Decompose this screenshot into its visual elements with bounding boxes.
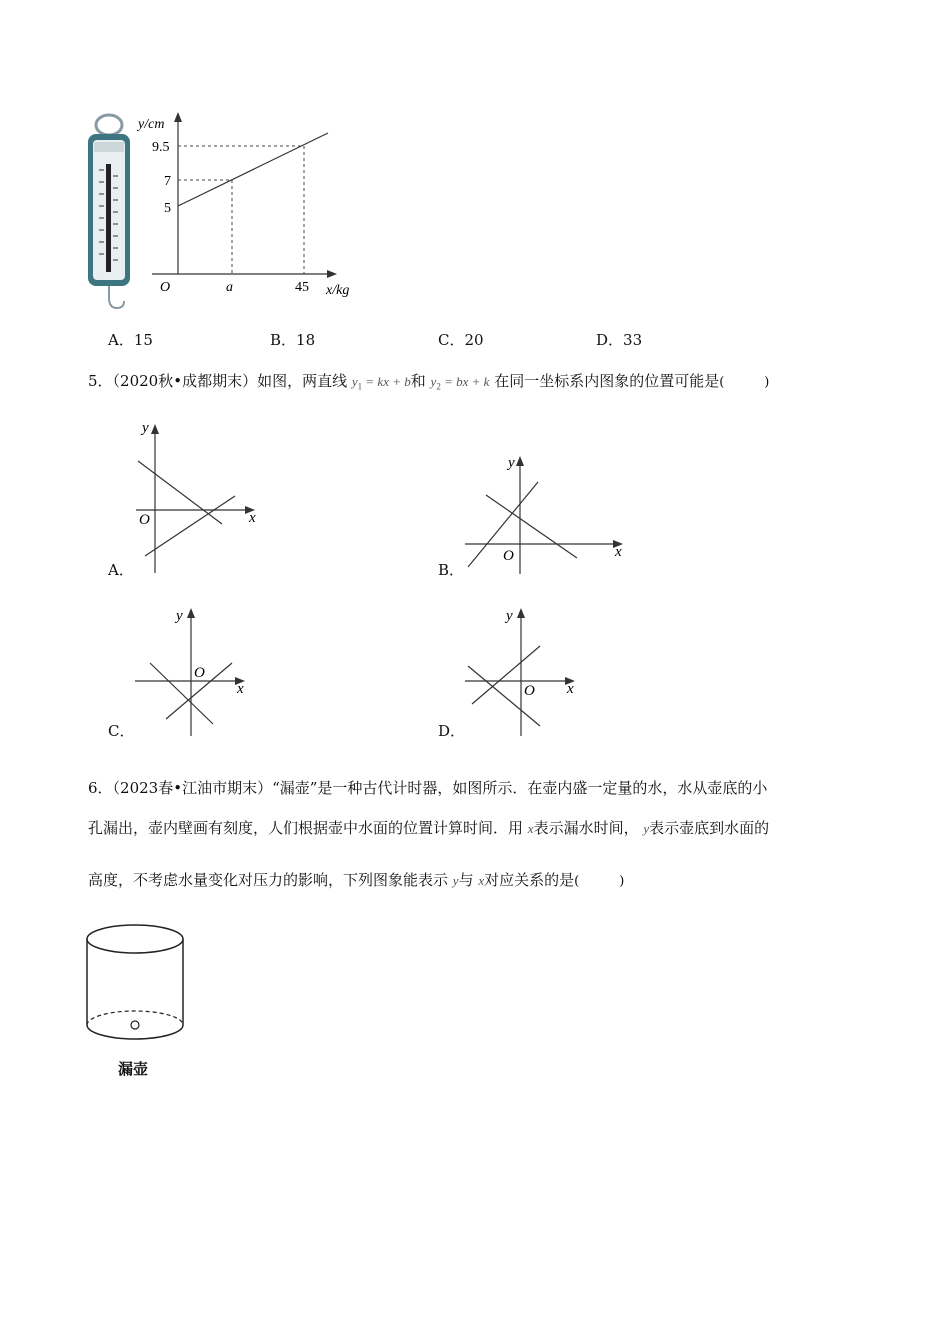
q6-line-1 xyxy=(88,778,767,798)
svg-text:y: y xyxy=(508,455,515,471)
q4-spring-graph xyxy=(130,108,370,303)
svg-text:O: O xyxy=(194,665,205,681)
q6-text-2c: 表示壶底到水面的 xyxy=(649,819,770,837)
svg-text:x: x xyxy=(567,681,574,697)
q5-answer-paren-close: ) xyxy=(764,375,770,390)
q4-option-b-value: 18 xyxy=(296,331,316,349)
q6-var-x-2: x xyxy=(478,873,485,888)
q5-b-line-1 xyxy=(486,495,577,558)
q6-text-2b: 表示漏水时间， xyxy=(533,819,639,837)
svg-text:y: y xyxy=(506,608,513,624)
q6-var-y: y xyxy=(643,821,650,836)
q6-text-3c: 对应关系的是 xyxy=(484,871,575,889)
svg-text:x: x xyxy=(249,510,256,526)
q4-tick-a: a xyxy=(226,280,233,295)
q5-answer-paren-open: ( xyxy=(719,375,725,390)
q4-option-c-letter: C． xyxy=(438,331,465,349)
svg-text:O: O xyxy=(503,548,514,564)
q6-var-y-2: y xyxy=(452,873,459,888)
q5-graph-b[interactable] xyxy=(460,452,630,578)
q5-graph-a[interactable] xyxy=(130,418,265,578)
q4-option-c-value: 20 xyxy=(464,331,484,349)
q4-guides xyxy=(178,146,304,274)
q4-x-label: x/kg xyxy=(326,283,350,298)
q4-option-a-value: 15 xyxy=(133,331,153,349)
q6-text-3a: 高度，不考虑水量变化对压力的影响，下列图象能表示 xyxy=(88,871,449,889)
svg-text:x: x xyxy=(615,544,622,560)
svg-text:y: y xyxy=(176,608,183,624)
q5-option-c-label: C． xyxy=(108,722,135,740)
q4-origin: O xyxy=(160,280,171,295)
q5-graph-c[interactable] xyxy=(130,604,255,740)
q5-equation-2: $y_2$ = bx + k xyxy=(430,374,490,392)
q5-text-2: 和 xyxy=(410,372,426,390)
q4-option-d-value: 33 xyxy=(623,331,643,349)
svg-text:y: y xyxy=(142,420,149,436)
q5-option-d-label: D． xyxy=(438,722,466,740)
q5-text-3: 在同一坐标系内图象的位置可能是 xyxy=(494,372,720,390)
svg-text:x: x xyxy=(237,681,244,697)
q4-line xyxy=(178,133,328,206)
q5-number: 5． xyxy=(88,372,113,390)
water-clock-hole xyxy=(131,1021,139,1029)
q4-option-b[interactable] xyxy=(270,330,315,350)
q4-option-c[interactable] xyxy=(438,330,484,350)
q5-a-line-2 xyxy=(145,496,235,556)
q4-option-a-letter: A． xyxy=(108,331,134,349)
q6-text-1: “漏壶”是一种古代计时器，如图所示．在壶内盛一定量的水，水从壶底的小 xyxy=(272,779,768,797)
q6-text-3b: 与 xyxy=(458,871,474,889)
water-clock-caption: 漏壶 xyxy=(118,1060,149,1078)
q4-option-d[interactable] xyxy=(596,330,642,350)
q4-tick-45: 45 xyxy=(295,280,309,295)
water-clock-figure xyxy=(82,920,188,1044)
q5-source: （2020秋•成都期末） xyxy=(112,372,258,390)
q5-option-b-label: B． xyxy=(438,561,465,579)
q5-a-line-1 xyxy=(138,461,222,524)
q5-option-a-label: A． xyxy=(108,561,134,579)
svg-text:O: O xyxy=(524,683,535,699)
q4-option-b-letter: B． xyxy=(270,331,297,349)
q6-line-3 xyxy=(88,870,624,892)
q5-text-1: 如图，两直线 xyxy=(257,372,348,390)
q5-stem xyxy=(88,371,769,397)
q5-equation-1: $y_1$ = kx + b xyxy=(351,374,411,392)
q6-source: （2023春•江油市期末） xyxy=(112,779,273,797)
q4-y-label: y/cm xyxy=(138,117,165,132)
q4-x-arrow xyxy=(327,270,337,278)
q4-y-arrow xyxy=(174,112,182,122)
svg-text:O: O xyxy=(139,512,150,528)
q6-answer-paren-open: ( xyxy=(574,874,580,889)
spring-scale-illustration xyxy=(84,112,134,314)
q4-option-a[interactable] xyxy=(108,330,153,350)
q6-text-2a: 孔漏出，壶内壁画有刻度，人们根据壶中水面的位置计算时间．用 xyxy=(88,819,524,837)
q6-var-x: x xyxy=(527,821,534,836)
q6-line-2 xyxy=(88,818,769,839)
q6-answer-paren-close: ) xyxy=(619,874,625,889)
q4-tick-7: 7 xyxy=(164,174,171,189)
q6-number: 6． xyxy=(88,779,113,797)
q4-tick-9-5: 9.5 xyxy=(152,140,170,155)
q4-option-d-letter: D． xyxy=(596,331,624,349)
q5-graph-d[interactable] xyxy=(460,604,585,740)
q4-tick-5: 5 xyxy=(164,201,171,216)
